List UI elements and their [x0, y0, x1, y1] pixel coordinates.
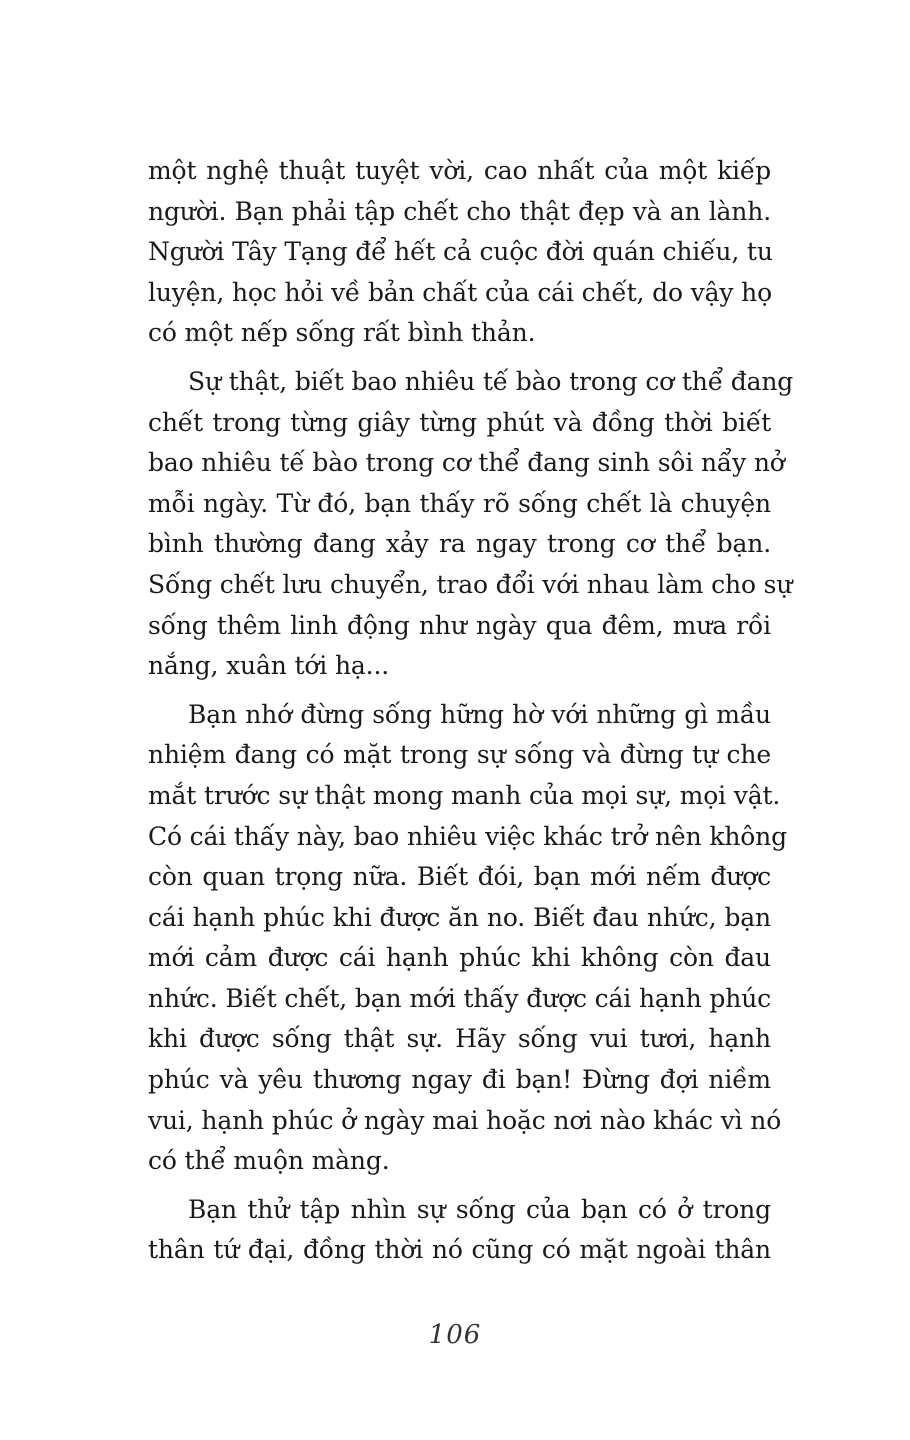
text-line: thân tứ đại, đồng thời nó cũng có mặt ngoài thân	[148, 1235, 771, 1265]
paragraph-gap	[148, 1182, 771, 1190]
text-line: có thể muộn màng.	[148, 1146, 390, 1176]
text-line: sống thêm linh động như ngày qua đêm, mưa rồi	[148, 610, 771, 640]
page-number: 106	[428, 1320, 482, 1350]
text-line: phúc và yêu thương ngay đi bạn! Đừng đợi niềm	[148, 1065, 771, 1095]
text-line: mới cảm được cái hạnh phúc khi không còn đau	[148, 943, 771, 973]
text-line: vui, hạnh phúc ở ngày mai hoặc nơi nào khác vì nó	[148, 1105, 782, 1135]
text-line: Sự thật, biết bao nhiêu tế bào trong cơ thể đang	[188, 366, 794, 396]
text-line: còn quan trọng nữa. Biết đói, bạn mới nếm được	[148, 862, 771, 892]
text-line: bao nhiêu tế bào trong cơ thể đang sinh sôi nẩy nở	[148, 448, 785, 478]
text-line: Bạn nhớ đừng sống hững hờ với những gì mầu	[188, 699, 771, 729]
text-line: nhức. Biết chết, bạn mới thấy được cái hạnh phúc	[148, 983, 771, 1013]
text-line: mỗi ngày. Từ đó, bạn thấy rõ sống chết là chuyện	[148, 488, 771, 518]
text-line: cái hạnh phúc khi được ăn no. Biết đau nhức, bạn	[148, 902, 771, 932]
paragraph-3	[148, 695, 787, 1182]
page-body-text	[148, 151, 794, 1271]
text-line: mắt trước sự thật mong manh của mọi sự, mọi vật.	[148, 780, 781, 810]
text-line: bình thường đang xảy ra ngay trong cơ thể bạn.	[148, 529, 771, 559]
text-line: nắng, xuân tới hạ...	[148, 651, 390, 681]
paragraph-gap	[148, 354, 771, 362]
text-line: Bạn thử tập nhìn sự sống của bạn có ở trong	[188, 1194, 771, 1224]
text-line: nhiệm đang có mặt trong sự sống và đừng tự che	[148, 740, 771, 770]
text-line: luyện, học hỏi về bản chất của cái chết, do vậy họ	[148, 277, 773, 307]
text-line: Người Tây Tạng để hết cả cuộc đời quán chiếu, tu	[148, 237, 773, 267]
paragraph-4	[148, 1190, 771, 1271]
paragraph-gap	[148, 687, 771, 695]
text-line: người. Bạn phải tập chết cho thật đẹp và an lành.	[148, 196, 771, 226]
paragraph-1	[148, 151, 771, 354]
text-line: một nghệ thuật tuyệt vời, cao nhất của một kiếp	[148, 156, 771, 185]
text-line: chết trong từng giây từng phút và đồng thời biết	[148, 407, 771, 437]
text-line: Sống chết lưu chuyển, trao đổi với nhau làm cho sự	[148, 569, 793, 599]
paragraph-2	[148, 362, 794, 687]
text-line: khi được sống thật sự. Hãy sống vui tươi, hạnh	[148, 1024, 771, 1054]
text-line: có một nếp sống rất bình thản.	[148, 318, 536, 348]
text-line: Có cái thấy này, bao nhiêu việc khác trở nên không	[148, 821, 787, 851]
